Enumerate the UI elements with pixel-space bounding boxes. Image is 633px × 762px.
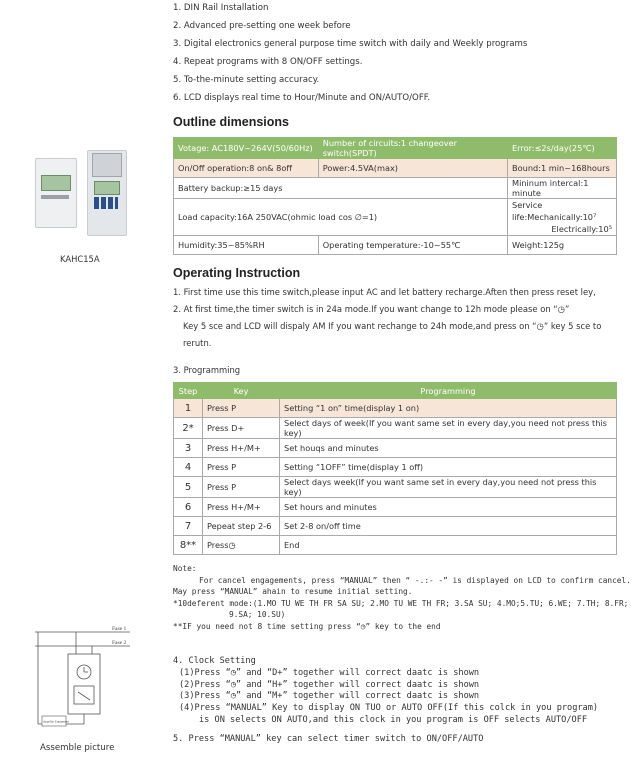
spec-cell: Bound:1 min~168hours bbox=[508, 159, 617, 178]
key-cell: Press◷ bbox=[203, 536, 280, 555]
outline-title: Outline dimensions bbox=[173, 115, 289, 129]
desc-cell: Set 2-8 on/off time bbox=[280, 517, 617, 536]
spec-cell: Load capacity:16A 250VAC(ohmic load cos ∅=1) bbox=[174, 199, 508, 236]
note-label: Note: bbox=[173, 564, 197, 573]
key-cell: Press P bbox=[203, 399, 280, 418]
key-cell: Press D+ bbox=[203, 418, 280, 439]
lcd-display bbox=[41, 175, 71, 191]
programming-table bbox=[173, 382, 617, 555]
note-line: May press “MANUAL” ahain to resume initial setting. bbox=[173, 587, 413, 596]
step-cell: 4 bbox=[174, 458, 203, 477]
desc-cell: Setting “1OFF” time(display 1 off) bbox=[280, 458, 617, 477]
feature-item: 2. Advanced pre-setting one week before bbox=[173, 21, 351, 31]
service-life-mechanical: Service life:Mechanically:10⁷ bbox=[512, 200, 597, 222]
feature-item: 5. To-the-minute setting accuracy. bbox=[173, 75, 320, 85]
feature-item: 3. Digital electronics general purpose time switch with daily and Weekly programs bbox=[173, 39, 528, 49]
spec-cell: Battery backup:≥15 days bbox=[174, 178, 508, 199]
fase2-label: Fase 2 bbox=[112, 640, 127, 646]
col-step-header: Step bbox=[174, 383, 203, 399]
key-cell: Press P bbox=[203, 458, 280, 477]
table-row bbox=[174, 477, 617, 498]
fase1-label: Fase 1 bbox=[112, 626, 127, 632]
relay-box bbox=[74, 686, 94, 704]
key-cell: Press H+/M+ bbox=[203, 498, 280, 517]
step-cell: 6 bbox=[174, 498, 203, 517]
spec-cell: Error:≤2s/day(25℃) bbox=[508, 138, 617, 159]
instruction-title: Operating Instruction bbox=[173, 266, 301, 280]
feature-item: 6. LCD displays real time to Hour/Minute and ON/AUTO/OFF. bbox=[173, 93, 431, 103]
spec-row bbox=[174, 159, 617, 178]
features-list bbox=[173, 2, 527, 105]
step-cell: 5 bbox=[174, 477, 203, 498]
spec-row bbox=[174, 236, 617, 255]
note-block bbox=[173, 563, 631, 632]
note-line: 9.SA; 10.SU) bbox=[229, 610, 286, 619]
instruction-line: 2. At first time,the timer switch is in 24a mode.If you want change to 12h mode please on “◷” bbox=[173, 304, 570, 314]
wiring-diagram bbox=[30, 620, 135, 730]
instruction-line: Key 5 sce and LCD will dispaly AM If you want rechange to 24h mode,and press on “◷” key 5 sce to bbox=[183, 321, 602, 331]
clock-setting-block bbox=[173, 656, 598, 746]
spec-cell: Weight:125g bbox=[508, 236, 617, 255]
key-cell: Press P bbox=[203, 477, 280, 498]
spec-cell bbox=[508, 199, 617, 236]
spec-table bbox=[173, 137, 617, 255]
desc-cell: Select days week(If you want same set in every day,you need not press this key) bbox=[280, 477, 617, 498]
desc-cell: Set houqs and minutes bbox=[280, 439, 617, 458]
desc-cell: Select days of week(If you want same set in every day,you need not press this key) bbox=[280, 418, 617, 439]
spec-cell: Mininum intercal:1 minute bbox=[508, 178, 617, 199]
spec-cell: Votage: AC180V~264V(50/60Hz) bbox=[174, 138, 319, 159]
button-row bbox=[41, 195, 69, 199]
relay-contact bbox=[78, 692, 90, 700]
service-life-electrical: Electrically:10⁵ bbox=[551, 224, 612, 234]
programming-title: 3. Programming bbox=[173, 365, 241, 375]
step-cell: 1 bbox=[174, 399, 203, 418]
desc-cell: Set hours and minutes bbox=[280, 498, 617, 517]
key-cell: Pepeat step 2-6 bbox=[203, 517, 280, 536]
device-cover bbox=[92, 153, 122, 177]
table-row bbox=[174, 439, 617, 458]
spec-cell: Operating temperature:-10~55℃ bbox=[318, 236, 507, 255]
key-cell: Press H+/M+ bbox=[203, 439, 280, 458]
note-line: For cancel engagements, press “MANUAL” then “ -.:- -” is displayed on LCD to confirm cancel. bbox=[199, 575, 631, 585]
clock-line: is ON selects ON AUTO,and this clock in you program is OFF selects AUTO/OFF bbox=[199, 714, 588, 725]
instruction-text bbox=[173, 284, 601, 352]
keypad bbox=[94, 197, 118, 209]
table-row bbox=[174, 517, 617, 536]
switch-body bbox=[68, 654, 100, 714]
spec-cell: Humidity:35~85%RH bbox=[174, 236, 319, 255]
col-programming-header: Programming bbox=[280, 383, 617, 399]
clock-line: (1)Press “◷” and “D+” together will correct daatc is shown bbox=[179, 667, 480, 678]
col-key-header: Key bbox=[203, 383, 280, 399]
step-cell: 7 bbox=[174, 517, 203, 536]
feature-item: 1. DIN Rail Installation bbox=[173, 3, 269, 13]
table-row bbox=[174, 458, 617, 477]
spec-cell: Number of circuits:1 changeover switch(SPDT) bbox=[318, 138, 507, 159]
product-label: KAHC15A bbox=[60, 254, 100, 264]
clock-last-line: 5. Press “MANUAL” key can select timer switch to ON/OFF/AUTO bbox=[173, 733, 484, 744]
clock-line: (3)Press “◷” and “M+” together will correct daatc is shown bbox=[179, 691, 480, 702]
table-row bbox=[174, 536, 617, 555]
clock-title: 4. Clock Setting bbox=[173, 656, 256, 666]
diagram-caption: Assemble picture bbox=[40, 743, 115, 753]
table-row bbox=[174, 418, 617, 439]
feature-item: 4. Repeat programs with 8 ON/OFF settings. bbox=[173, 57, 363, 67]
spec-cell: Power:4.5VA(max) bbox=[318, 159, 507, 178]
desc-cell: Setting “1 on” time(display 1 on) bbox=[280, 399, 617, 418]
step-cell: 2* bbox=[174, 418, 203, 439]
lcd-display bbox=[94, 181, 120, 195]
spec-row bbox=[174, 178, 617, 199]
appliance-label: Appellar Equipment bbox=[43, 719, 69, 724]
spec-cell: On/Off operation:8 on& 8off bbox=[174, 159, 319, 178]
step-cell: 8** bbox=[174, 536, 203, 555]
spec-header-row bbox=[174, 138, 617, 159]
device-front bbox=[35, 158, 77, 228]
table-row bbox=[174, 399, 617, 418]
product-photo bbox=[35, 150, 130, 240]
programming-header-row bbox=[174, 383, 617, 399]
instruction-line: rerutn. bbox=[183, 338, 212, 348]
note-line: *10deferent mode:(1.MO TU WE TH FR SA SU; 2.MO TU WE TH FR; 3.SA SU; 4.MO;5.TU; 6.WE; 7.TH; 8.FR; bbox=[173, 598, 629, 608]
table-row bbox=[174, 498, 617, 517]
note-line: **IF you need not 8 time setting press “◷” key to the end bbox=[173, 621, 441, 631]
step-cell: 3 bbox=[174, 439, 203, 458]
desc-cell: End bbox=[280, 536, 617, 555]
spec-row bbox=[174, 199, 617, 236]
instruction-line: 1. First time use this time switch,please input AC and let battery recharge.Aften then press reset ley, bbox=[173, 287, 596, 297]
clock-line: (2)Press “◷” and “H+” together will correct daatc is shown bbox=[179, 679, 480, 690]
clock-line: (4)Press “MANUAL” Key to display ON TUO or AUTO OFF(If this colck in you program) bbox=[179, 703, 599, 714]
device-open bbox=[87, 150, 127, 236]
